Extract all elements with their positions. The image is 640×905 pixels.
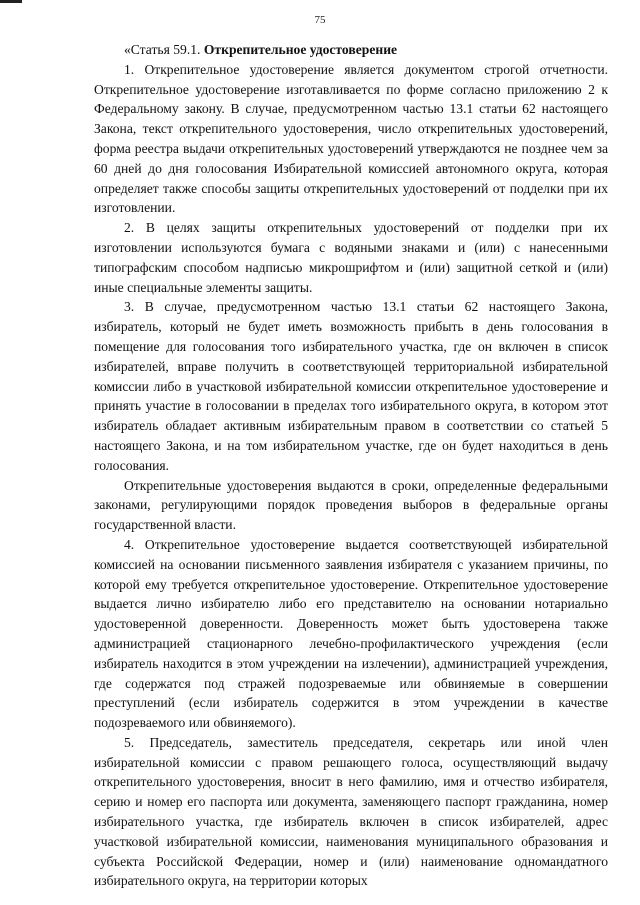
scan-corner-mark [0,0,22,3]
paragraph-3-continuation: Открепительные удостоверения выдаются в сроки, определенные федеральными законами, регулирующими порядок проведения выборов в федеральные органы государственной власти. [94,477,608,533]
article-prefix: «Статья 59.1. [124,42,201,57]
article-title: Открепительное удостоверение [203,42,398,57]
page-number: 75 [314,14,326,26]
paragraph-1: 1. Открепительное удостоверение является документом строгой отчетности. Открепительное удостоверение изготавливается по форме согласно приложению 2 к Федеральному закону. В случае, предусмотренном частью 13.1 статьи 62 настоящего Закона, текст открепительного удостоверения, число открепительных удостоверений, форма реестра выдачи открепительных удостоверений утверждаются не позднее чем за 60 дней до дня голосования Избирательной комиссией автономного округа, которая определяет также способы защиты открепительных удостоверений от подделки при их изготовлении. [94,61,608,216]
paragraph-5: 5. Председатель, заместитель председателя, секретарь или иной член избирательной комиссии с правом решающего голоса, осуществляющий выдачу открепительного удостоверения, вносит в него фамилию, имя и отчество избирателя, серию и номер его паспорта или документа, заменяющего паспорт гражданина, номер избирательного участка, где избиратель включен в список избирателей, адрес участковой избирательной комиссии, наименования муниципального образования и субъекта Российской Федерации, номер и (или) наименование одномандатного избирательного округа, на территории которых [94,734,608,889]
article-heading [94,40,608,60]
paragraph-4: 4. Открепительное удостоверение выдается соответствующей избирательной комиссией на основании письменного заявления избирателя с указанием причины, по которой ему требуется открепительное удостоверение. Открепительное удостоверение выдается лично избирателю либо его представителю на основании нотариально удостоверенной доверенности. Доверенность может быть удостоверена также администрацией стационарного лечебно-профилактического учреждения (если избиратель находится в этом учреждении на излечении), администрацией учреждения, где содержатся под стражей подозреваемые или обвиняемые в совершении преступлений (если избиратель содержится в этом учреждении в качестве подозреваемого или обвиняемого). [94,536,608,731]
document-body [94,40,608,891]
paragraph-2: 2. В целях защиты открепительных удостоверений от подделки при их изготовлении используются бумага с водяными знаками и (или) с нанесенными типографским способом надписью микрошрифтом и (или) защитной сеткой и (или) иные специальные элементы защиты. [94,220,608,295]
paragraph-3: 3. В случае, предусмотренном частью 13.1 статьи 62 настоящего Закона, избиратель, который не будет иметь возможность прибыть в день голосования в помещение для голосования того избирательного участка, где он включен в список избирателей, вправе получить в соответствующей территориальной избирательной комиссии либо в участковой избирательной комиссии открепительное удостоверение и принять участие в голосовании в пределах того избирательного округа, в котором этот избиратель обладает активным избирательным правом в соответствии со статьей 5 настоящего Закона, и на том избирательном участке, где он будет находиться в день голосования. [94,299,608,473]
